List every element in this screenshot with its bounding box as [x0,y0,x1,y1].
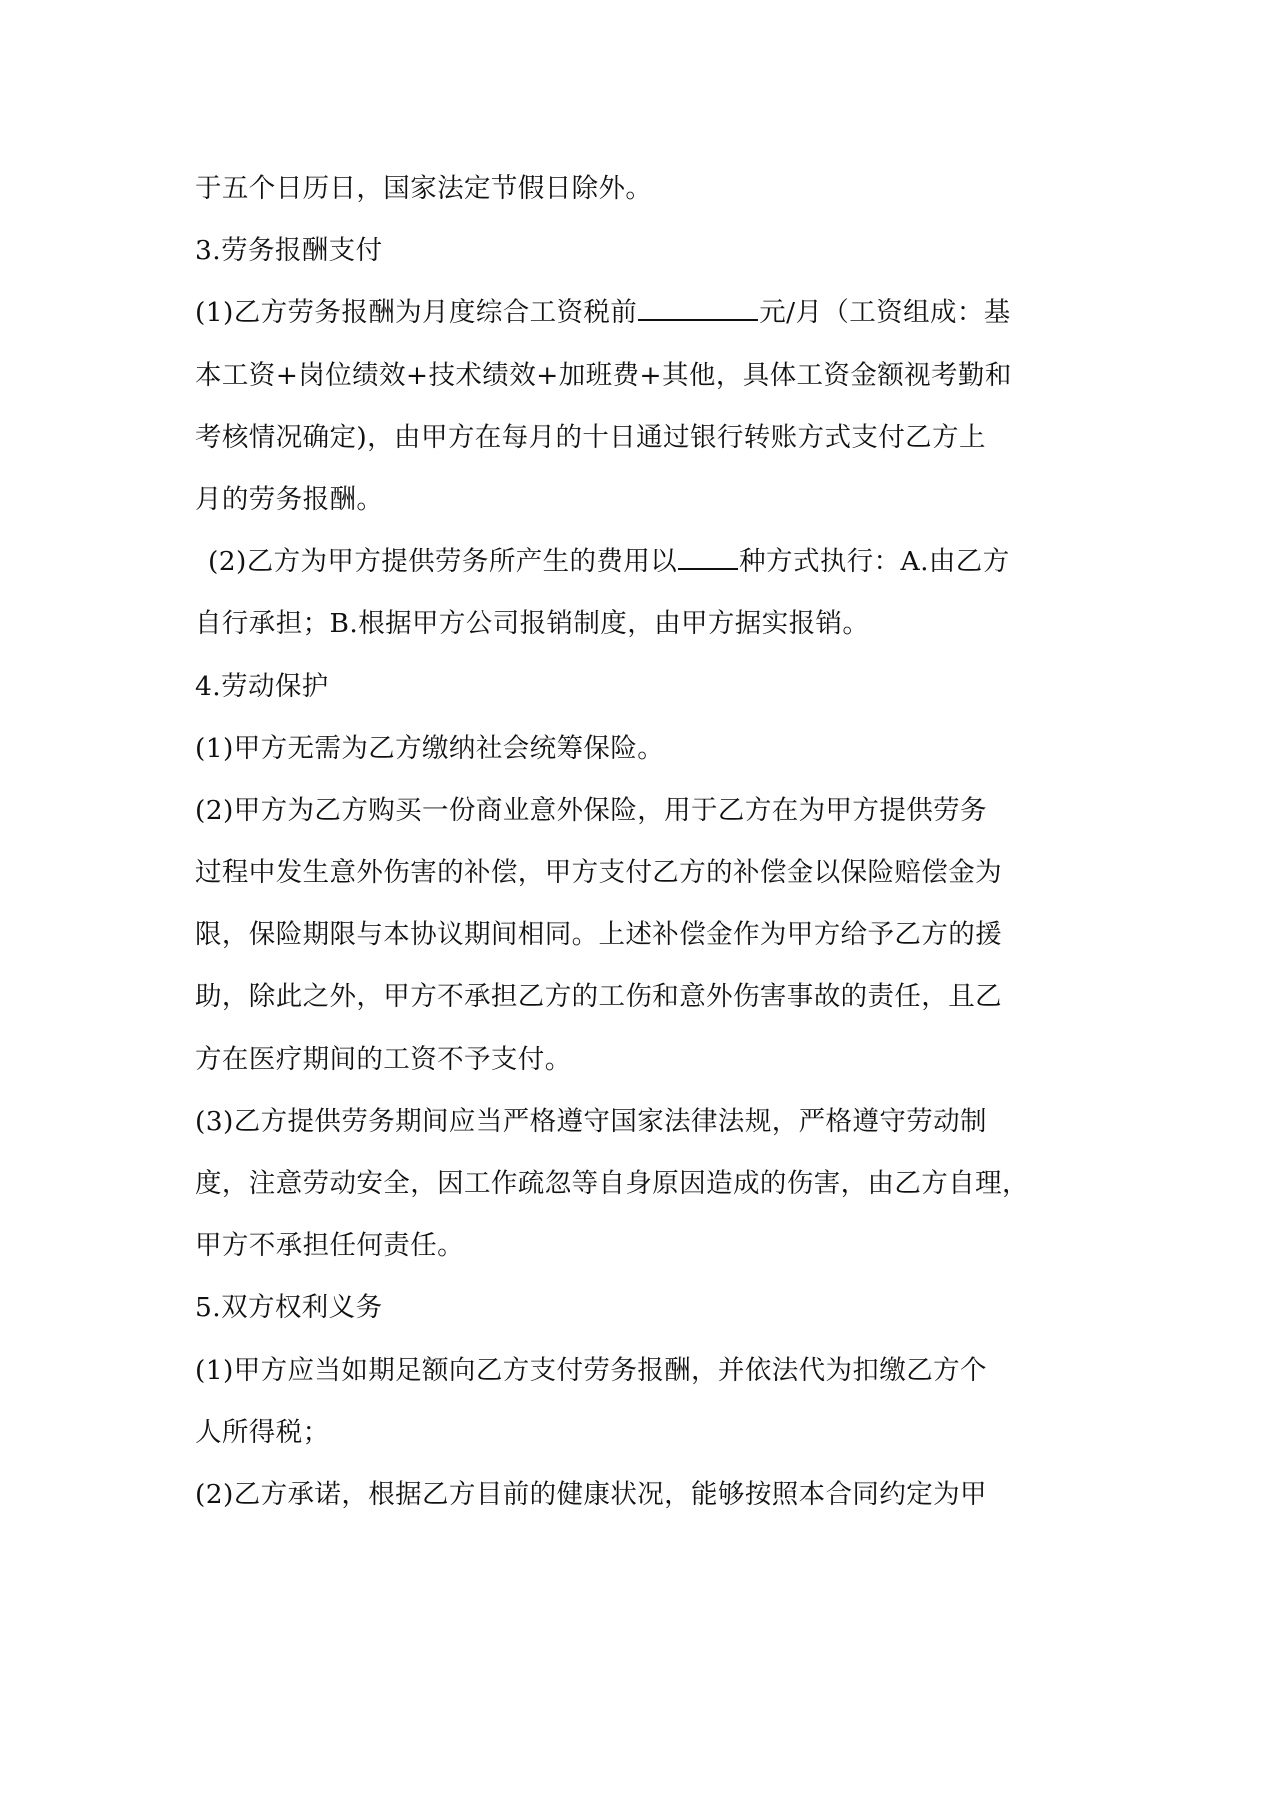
text-line: 本工资+岗位绩效+技术绩效+加班费+其他，具体工资金额视考勤和 [195,359,1012,391]
text-line: (2)乙方承诺，根据乙方目前的健康状况，能够按照本合同约定为甲 [195,1478,987,1510]
section-heading-remuneration: 3.劳务报酬支付 [195,235,383,267]
text-line: (1)甲方应当如期足额向乙方支付劳务报酬，并依法代为扣缴乙方个 [195,1354,987,1386]
text-fragment: (1)乙方劳务报酬为月度综合工资税前 [195,297,638,329]
text-fragment: (2)乙方为甲方提供劳务所产生的费用以 [208,546,678,578]
contract-page [195,158,1090,1526]
text-line: (1)甲方无需为乙方缴纳社会统筹保险。 [195,732,665,764]
text-line: 方在医疗期间的工资不予支付。 [195,1043,572,1075]
text-line-salary-clause [195,282,1090,344]
text-line: (3)乙方提供劳务期间应当严格遵守国家法律法规，严格遵守劳动制 [195,1105,987,1137]
text-line: 甲方不承担任何责任。 [195,1230,464,1262]
text-fragment: 元/月（工资组成：基 [759,297,1011,329]
text-line: 助，除此之外，甲方不承担乙方的工伤和意外伤害事故的责任，且乙 [195,981,1002,1013]
expense-method-blank[interactable] [678,546,738,570]
text-fragment: 种方式执行：A.由乙方 [739,546,1010,578]
section-heading-rights-obligations: 5.双方权利义务 [195,1292,383,1324]
section-heading-labor-protection: 4.劳动保护 [195,670,329,702]
text-line: 度，注意劳动安全，因工作疏忽等自身原因造成的伤害，由乙方自理， [195,1168,1029,1199]
text-line: 限，保险期限与本协议期间相同。上述补偿金作为甲方给予乙方的援 [195,919,1002,951]
text-line: 人所得税； [195,1416,330,1448]
text-line: (2)甲方为乙方购买一份商业意外保险，用于乙方在为甲方提供劳务 [195,794,987,826]
text-line: 于五个日历日，国家法定节假日除外。 [195,173,653,204]
text-line: 自行承担；B.根据甲方公司报销制度，由甲方据实报销。 [195,608,870,640]
text-line: 月的劳务报酬。 [195,483,384,515]
text-line: 考核情况确定)，由甲方在每月的十日通过银行转账方式支付乙方上 [195,421,986,453]
text-line-expense-clause [195,531,1090,593]
text-line: 过程中发生意外伤害的补偿，甲方支付乙方的补偿金以保险赔偿金为 [195,857,1002,889]
salary-amount-blank[interactable] [638,297,758,321]
